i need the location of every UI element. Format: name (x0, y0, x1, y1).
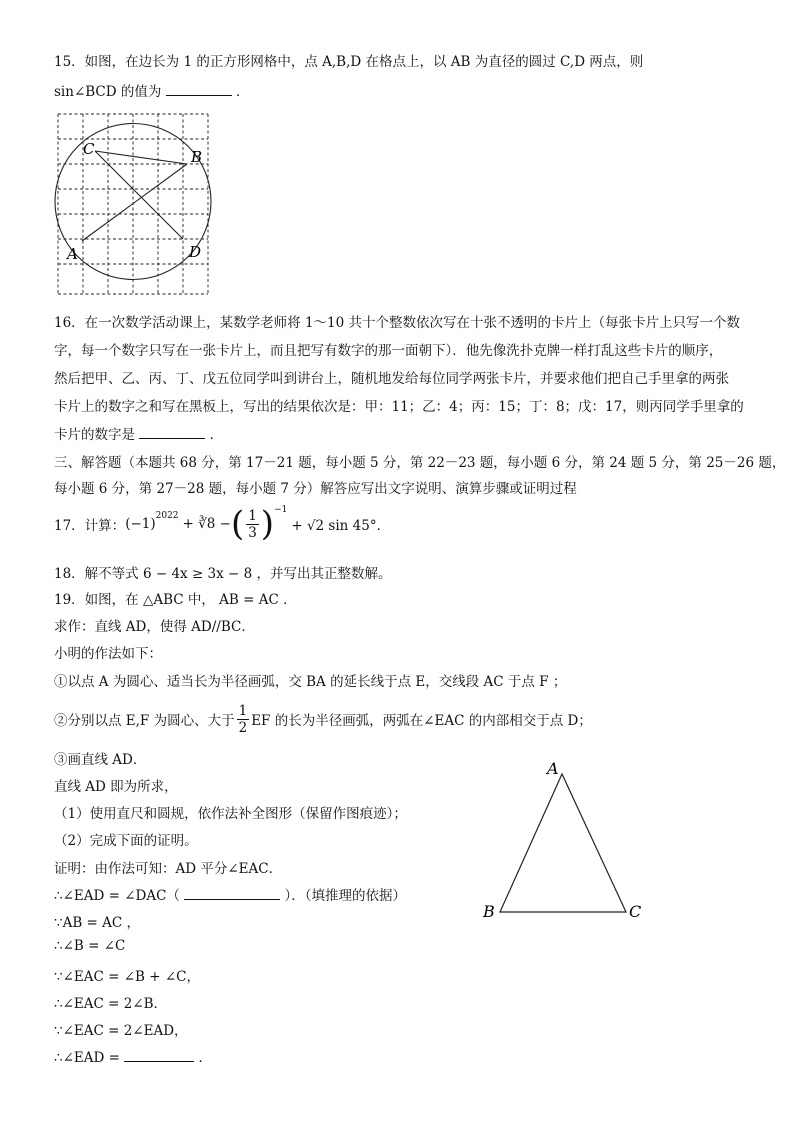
label-a: A (67, 245, 78, 263)
q16-last-text: 卡片的数字是 (54, 427, 135, 443)
q16-line2: 字，每一个数字只写在一张卡片上，而且把写有数字的那一面朝下）．他先像洗扑克牌一样打乱这些卡片的顺序， (54, 343, 723, 359)
q17-frac-num: 1 (248, 507, 257, 524)
answer-blank-q16[interactable] (139, 424, 205, 439)
q17-frac-den: 3 (248, 524, 257, 541)
q19-part1: （1）使用直尺和圆规，依作法补全图形（保留作图痕迹）； (54, 806, 407, 822)
q19-step2-pre: ②分别以点 E,F 为圆心、大于 (54, 713, 235, 729)
q19-proof7-end: ． (198, 1050, 213, 1066)
q16-line1: 16．在一次数学活动课上，某数学老师将 1～10 共十个整数依次写在十张不透明的卡片上（每张卡片上只写一个数 (54, 315, 741, 331)
triangle-abc (500, 774, 626, 912)
q16-end: ． (209, 427, 224, 443)
q16-line4: 卡片上的数字之和写在黑板上，写出的结果依次是：甲：11；乙：4；丙：15；丁：8；戊：17，则丙同学手里拿的 (54, 399, 744, 415)
segment-cb (95, 151, 187, 164)
label-c: C (83, 140, 95, 158)
q15-line1: 15．如图，在边长为 1 的正方形网格中，点 A,B,D 在格点上，以 AB 为直径的圆过 C,D 两点，则 (54, 54, 644, 70)
q19-step3: ③画直线 AD． (54, 752, 147, 768)
circle-ab (55, 124, 211, 280)
q19-proof0: 证明：由作法可知：AD 平分∠EAC． (54, 861, 283, 877)
q19-frac-num: 1 (238, 702, 248, 719)
section3-line1: 三、解答题（本题共 68 分，第 17－21 题，每小题 5 分，第 22－23 题，每小题 6 分，第 24 题 5 分，第 25－26 题， (54, 455, 786, 471)
q19-proof5: ∴∠EAC = 2∠B． (54, 996, 168, 1012)
label-d: D (189, 243, 202, 261)
answer-blank-ead[interactable] (124, 1047, 194, 1062)
q17-plus-root: + ∛8 − (182, 516, 231, 532)
segment-ab (82, 164, 187, 241)
q17-fraction (246, 508, 259, 541)
q19-step2 (54, 700, 592, 738)
q17-prefix: 17．计算： (54, 518, 126, 534)
q19-line1: 19．如图，在 △ABC 中， AB = AC ． (54, 592, 297, 608)
paren-open: ( (230, 504, 245, 544)
q19-proof1 (54, 884, 406, 904)
q19-proof1-pre: ∴∠EAD = ∠DAC（ (54, 888, 180, 904)
q19-proof7 (54, 1046, 212, 1066)
q19-proof3: ∴∠B = ∠C (54, 938, 126, 954)
q16-line3: 然后把甲、乙、丙、丁、戊五位同学叫到讲台上，随机地发给每位同学两张卡片，并要求他们把自己手里拿的两张 (54, 371, 729, 387)
q19-triangle-figure (478, 752, 648, 927)
paren-close: ) (260, 504, 275, 544)
answer-blank-q15[interactable] (166, 81, 232, 96)
q19-proof2: ∵AB = AC ， (54, 915, 141, 931)
q19-step1: ①以点 A 为圆心、适当长为半径画弧，交 BA 的延长线于点 E，交线段 AC 于点 F ； (54, 674, 567, 690)
label-c-tri: C (629, 902, 642, 921)
q19-frac-den: 2 (238, 719, 248, 736)
q15-line2 (54, 80, 249, 100)
q19-line3: 小明的作法如下： (54, 646, 162, 662)
q19-line2: 求作：直线 AD，使得 AD//BC． (54, 619, 255, 635)
q17-rest: + √2 sin 45°． (291, 518, 391, 534)
q18: 18．解不等式 6 − 4x ≥ 3x − 8 ，并写出其正整数解。 (54, 566, 392, 582)
q17-base: (−1) (125, 516, 156, 532)
q16-line5 (54, 423, 223, 443)
label-b-tri: B (483, 902, 495, 921)
q15-figure (50, 108, 220, 300)
label-b: B (191, 148, 203, 166)
q15-line2-text: sin∠BCD 的值为 (54, 84, 162, 100)
answer-blank-reason[interactable] (184, 885, 280, 900)
q19-proof6: ∵∠EAC = 2∠EAD， (54, 1023, 188, 1039)
q19-proof1-post: ）．（填推理的依据） (284, 888, 407, 904)
q19-fraction (237, 703, 250, 736)
q17 (54, 504, 390, 544)
q15-end: ． (235, 84, 250, 100)
q19-proof7-pre: ∴∠EAD = (54, 1050, 120, 1066)
q17-exp: 2022 (155, 511, 179, 521)
label-a-tri: A (547, 759, 559, 778)
q19-line4: 直线 AD 即为所求， (54, 779, 178, 795)
q19-step2-post: EF 的长为半径画弧，两弧在∠EAC 的内部相交于点 D； (251, 713, 592, 729)
q19-part2: （2）完成下面的证明。 (54, 833, 198, 849)
q19-proof4: ∵∠EAC = ∠B + ∠C， (54, 969, 200, 985)
q17-neg-exp: −1 (274, 505, 288, 515)
section3-line2: 每小题 6 分，第 27－28 题，每小题 7 分）解答应写出文字说明、演算步骤或证明过程 (54, 481, 577, 497)
